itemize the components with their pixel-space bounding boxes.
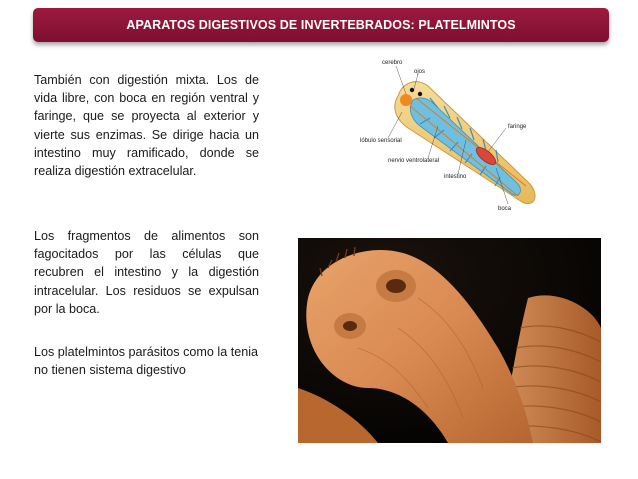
sucker-shape [334,313,366,339]
eye-icon [418,92,422,96]
slide-title: APARATOS DIGESTIVOS DE INVERTEBRADOS: PLATELMINTOS [126,18,516,32]
brain-shape [400,94,412,106]
nerve-cord [410,106,518,196]
paragraph-parasitos: Los platelmintos parásitos como la tenia no tienen sistema digestivo [34,345,259,378]
label-lobulo-sensorial: lóbulo sensorial [360,138,402,144]
eye-icon [410,88,414,92]
title-banner [33,8,609,42]
tapeworm-photo [298,238,601,443]
label-ojos: ojos [414,69,426,75]
planarian-diagram [358,56,553,216]
label-boca: boca [498,206,512,212]
paragraph-fagocitosis: Los fragmentos de alimentos son fagocitados por las células que recubren el intestino y la digestión intracelular. Los residuos se expulsan por la boca. [34,229,259,316]
label-cerebro: cerebro [382,60,403,66]
intestine-shape [410,98,520,195]
label-nervio-ventrolateral: nervio ventrolateral [388,158,440,164]
sucker-shape [376,270,416,302]
label-intestino: intestino [444,174,467,180]
label-faringe: faringe [508,124,527,130]
paragraph-digestion-mixta: También con digestión mixta. Los de vida libre, con boca en región ventral y faringe, que se proyecta al exterior y vierte sus enzimas. Se dirige hacia un intestino muy ramificado, donde se realiza digestión extracelular. [34,73,259,179]
